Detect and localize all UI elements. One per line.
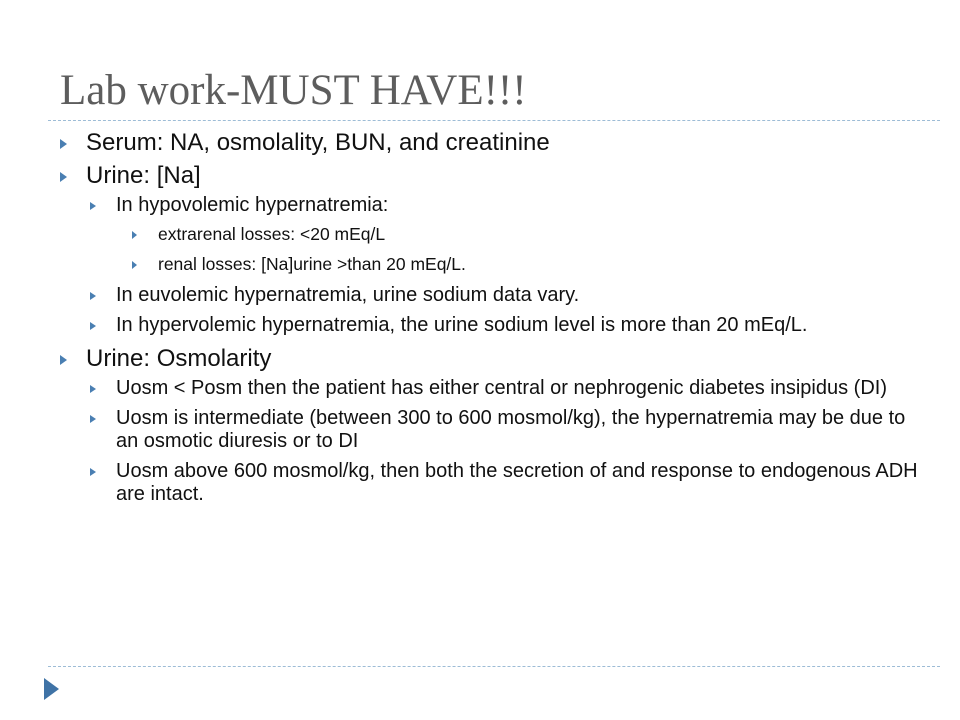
bullet-text: Serum: NA, osmolality, BUN, and creatinine	[86, 129, 550, 156]
bullet-extrarenal	[58, 224, 918, 245]
slide-title: Lab work-MUST HAVE!!!	[60, 67, 527, 114]
triangle-bullet-icon	[90, 415, 96, 423]
title-divider	[48, 120, 940, 121]
bullet-text: Urine: Osmolarity	[86, 345, 272, 372]
bullet-text: Uosm < Posm then the patient has either central or nephrogenic diabetes insipidus (DI)	[116, 377, 887, 399]
triangle-bullet-icon	[90, 468, 96, 476]
bullet-hypovolemic	[58, 194, 918, 217]
bullet-serum	[58, 128, 918, 158]
bullet-text: In euvolemic hypernatremia, urine sodium data vary.	[116, 284, 580, 306]
triangle-bullet-icon	[60, 355, 67, 365]
bullet-hypervolemic	[58, 314, 918, 337]
bullet-text: Uosm is intermediate (between 300 to 600 mosmol/kg), the hypernatremia may be due to an osmotic diuresis or to DI	[116, 407, 906, 452]
triangle-bullet-icon	[90, 322, 96, 330]
play-arrow-icon[interactable]	[44, 678, 59, 700]
bullet-urine-na	[58, 161, 918, 191]
bullet-renal	[58, 254, 918, 275]
bullet-text: renal losses: [Na]urine >than 20 mEq/L.	[158, 254, 466, 274]
bullet-text: Uosm above 600 mosmol/kg, then both the secretion of and response to endogenous ADH are intact.	[116, 460, 918, 505]
bullet-text: extrarenal losses: <20 mEq/L	[158, 224, 386, 244]
bullet-urine-osmolarity	[58, 344, 918, 374]
triangle-bullet-icon	[132, 261, 137, 269]
bullet-text: In hypervolemic hypernatremia, the urine sodium level is more than 20 mEq/L.	[116, 314, 808, 336]
bullet-list	[58, 128, 918, 513]
triangle-bullet-icon	[90, 292, 96, 300]
triangle-bullet-icon	[132, 231, 137, 239]
triangle-bullet-icon	[90, 385, 96, 393]
bullet-text: In hypovolemic hypernatremia:	[116, 194, 389, 216]
triangle-bullet-icon	[60, 172, 67, 182]
bullet-text: Urine: [Na]	[86, 162, 201, 189]
bullet-uosm-intermediate	[58, 407, 918, 453]
bullet-uosm-less	[58, 377, 918, 400]
footer-divider	[48, 666, 940, 667]
triangle-bullet-icon	[60, 139, 67, 149]
triangle-bullet-icon	[90, 202, 96, 210]
bullet-uosm-above	[58, 460, 918, 506]
bullet-euvolemic	[58, 284, 918, 307]
